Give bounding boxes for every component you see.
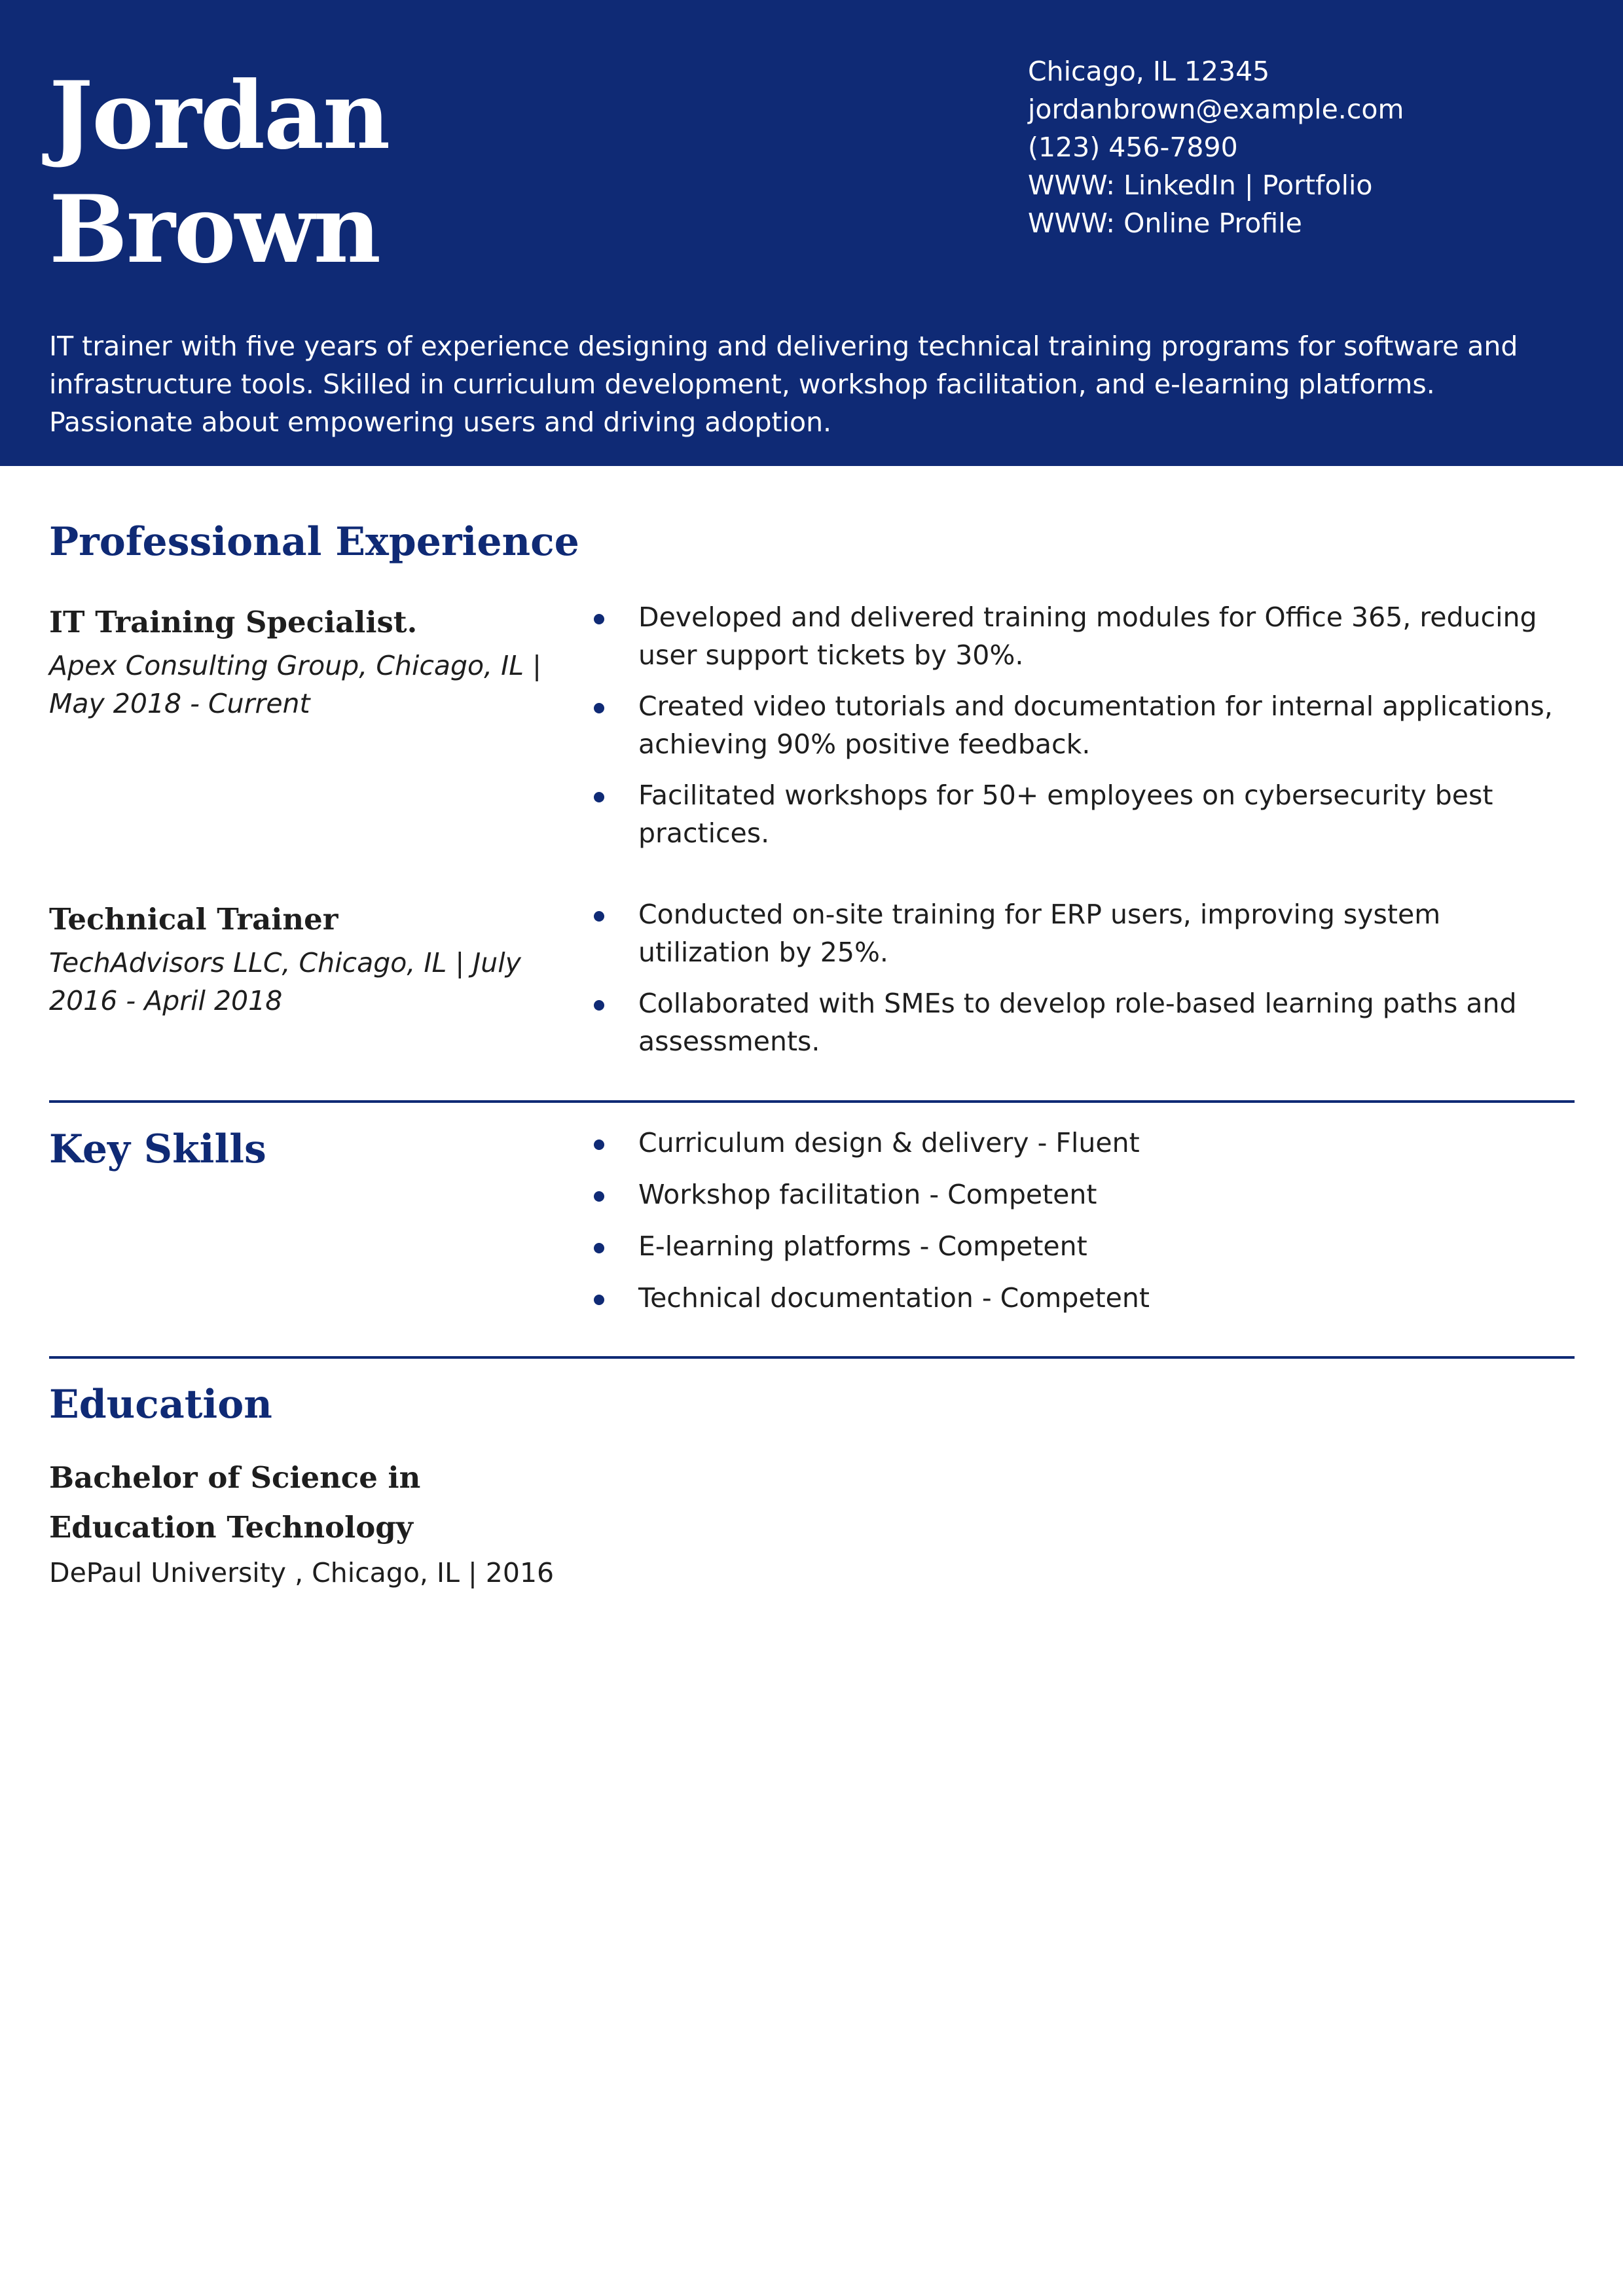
job-entry [49,601,560,723]
list-item: Technical documentation - Competent [593,1279,1575,1317]
education-entry [49,1453,560,1592]
school-meta: DePaul University , Chicago, IL | 2016 [49,1557,555,1588]
degree-title: Bachelor of Science in Education Technology [49,1460,421,1545]
list-item: E-learning platforms - Competent [593,1227,1575,1265]
first-name: Jordan [49,62,390,170]
job-meta: Apex Consulting Group, Chicago, IL | May 2018 - Current [49,650,541,719]
bullet-icon [594,1191,604,1202]
list-item: Curriculum design & delivery - Fluent [593,1124,1575,1162]
list-item: Facilitated workshops for 50+ employees on cybersecurity best practices. [593,776,1575,852]
job-meta: TechAdvisors LLC, Chicago, IL | July 2016 - April 2018 [49,947,521,1016]
candidate-name [49,59,389,287]
job-bullets [593,895,1575,1073]
list-item: Created video tutorials and documentation for internal applications, achieving 90% positive feedback. [593,687,1575,763]
job-entry [49,898,560,1020]
list-item: Workshop facilitation - Competent [593,1175,1575,1213]
skills-heading: Key Skills [49,1126,266,1172]
bullet-icon [594,1139,604,1150]
education-heading: Education [49,1382,272,1427]
contact-email[interactable]: jordanbrown@example.com [1028,94,1404,125]
professional-summary: IT trainer with five years of experience designing and delivering technical training programs for software and infrastructure tools. Skilled in curriculum development, workshop facilitation, and e-learning platforms. Passionate about empowering users and driving adoption. [49,331,1518,438]
list-item: Conducted on-site training for ERP users, improving system utilization by 25%. [593,895,1575,971]
bullet-icon [594,911,604,922]
list-item: Developed and delivered training modules for Office 365, reducing user support tickets by 30%. [593,598,1575,674]
section-divider [49,1100,1575,1103]
job-bullets [593,598,1575,865]
bullet-icon [594,1295,604,1305]
bullet-icon [594,792,604,802]
contact-links-linkedin-portfolio[interactable]: WWW: LinkedIn | Portfolio [1028,170,1373,201]
contact-address: Chicago, IL 12345 [1028,56,1270,87]
experience-heading: Professional Experience [49,519,579,565]
contact-links-online-profile[interactable]: WWW: Online Profile [1028,207,1302,239]
section-divider [49,1356,1575,1359]
list-item: Collaborated with SMEs to develop role-based learning paths and assessments. [593,984,1575,1060]
header-banner [0,0,1623,466]
bullet-icon [594,614,604,624]
last-name: Brown [49,175,380,284]
skills-list [593,1124,1575,1331]
bullet-icon [594,703,604,713]
job-title: Technical Trainer [49,902,338,937]
job-title: IT Training Specialist. [49,605,418,639]
bullet-icon [594,1000,604,1011]
bullet-icon [594,1243,604,1253]
contact-phone: (123) 456-7890 [1028,132,1238,163]
contact-block [1028,52,1404,242]
